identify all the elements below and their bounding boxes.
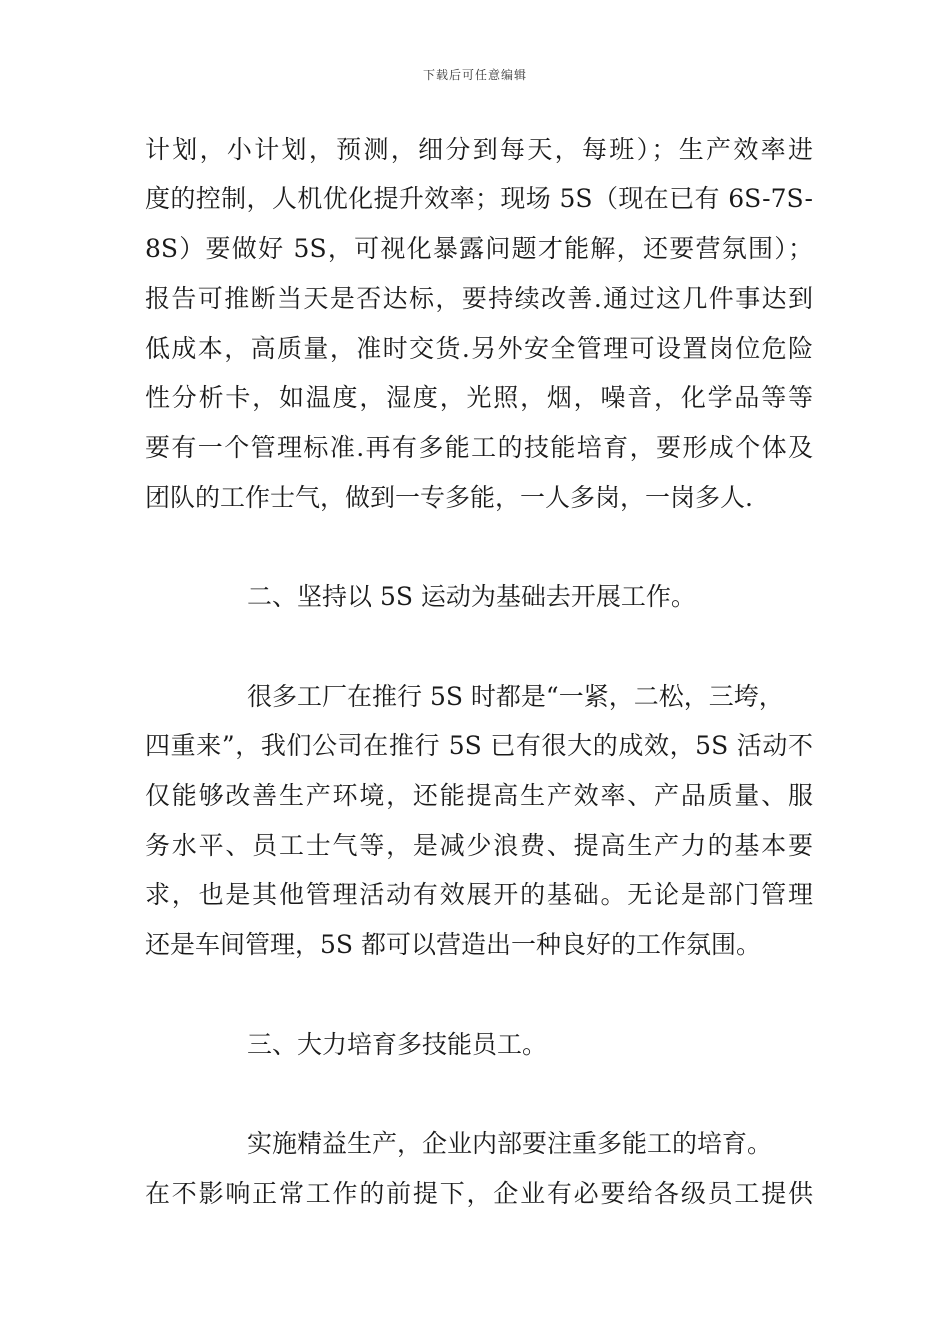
text-line: 在不影响正常工作的前提下，企业有必要给各级员工提供 — [145, 1179, 813, 1208]
text-line: 低成本，高质量，准时交货.另外安全管理可设置岗位危险 — [145, 334, 813, 363]
text-line: 性分析卡，如温度，湿度，光照，烟，噪音，化学品等等 — [145, 383, 813, 412]
text-line: 务水平、员工士气等，是减少浪费、提高生产力的基本要 — [145, 831, 813, 860]
page-header-note: 下载后可任意编辑 — [422, 68, 527, 82]
text-line: 四重来”，我们公司在推行 5S 已有很大的成效，5S 活动不 — [145, 731, 813, 760]
text-line: 还是车间管理，5S 都可以营造出一种良好的工作氛围。 — [145, 930, 761, 959]
text-line: 很多工厂在推行 5S 时都是“一紧，二松，三垮， — [247, 682, 784, 711]
text-line: 求，也是其他管理活动有效展开的基础。无论是部门管理 — [145, 880, 813, 909]
section-heading-2: 二、坚持以 5S 运动为基础去开展工作。 — [247, 582, 696, 611]
section-heading-3: 三、大力培育多技能员工。 — [247, 1030, 548, 1059]
text-line: 团队的工作士气，做到一专多能，一人多岗，一岗多人. — [145, 483, 753, 512]
text-line: 要有一个管理标准.再有多能工的技能培育，要形成个体及 — [145, 433, 813, 462]
text-line: 报告可推断当天是否达标，要持续改善.通过这几件事达到 — [145, 284, 813, 313]
text-line: 度的控制，人机优化提升效率；现场 5S（现在已有 6S-7S- — [145, 184, 813, 213]
text-line: 仅能够改善生产环境，还能提高生产效率、产品质量、服 — [145, 781, 813, 810]
text-line: 计划，小计划，预测，细分到每天，每班）；生产效率进 — [145, 135, 813, 164]
text-line: 8S）要做好 5S，可视化暴露问题才能解，还要营氛围）； — [145, 234, 813, 263]
text-line: 实施精益生产，企业内部要注重多能工的培育。 — [247, 1129, 773, 1158]
